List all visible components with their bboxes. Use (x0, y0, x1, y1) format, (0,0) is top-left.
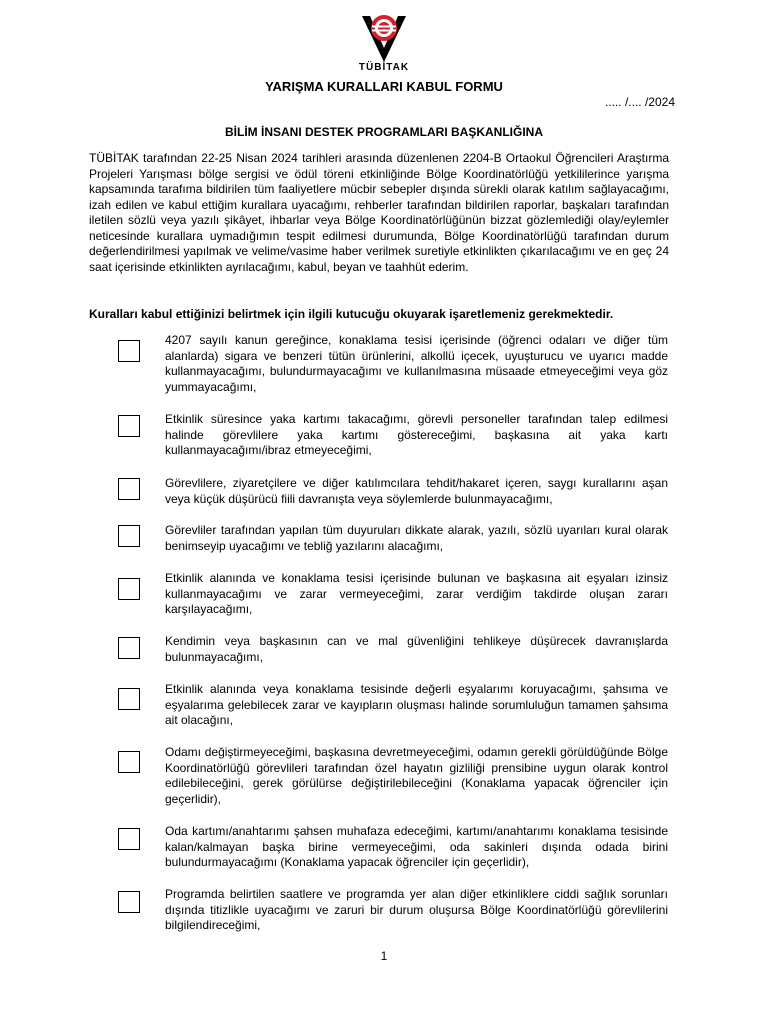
instruction-text: Kuralları kabul ettiğinizi belirtmek için ilgili kutucuğu okuyarak işaretlemeniz gerekmektedir. (89, 307, 614, 321)
intro-paragraph: TÜBİTAK tarafından 22-25 Nisan 2024 tarihleri arasında düzenlenen 2204-B Ortaokul Öğrencileri Araştırma Projeleri Yarışması bölge sergisi ve ödül töreni etkinliğinde Bölge Koordinatörlüğü yetkililerince yarışma kapsamında tarafıma bildirilen tüm faaliyetlere mücbir sebepler dışında sürekli olarak katılım sağlayacağımı, izah edilen ve kabul ettiğim kurallara uyacağımı, rehberler tarafından bildirilen raporlar, başkaları tarafından iletilen sözlü veya yazılı şikâyet, ihbarlar veya Bölge Koordinatörlüğünün bizzat gözlemlediği olay/eylemler neticesinde kurallara uymadığımın tespit edilmesi durumunda, Bölge Koordinatörlüğü tarafından durum değerlendirilmesi yapılmak ve velime/vasime haber verilmek suretiyle etkinlikten çıkarılacağımı ve en geç 24 saat içerisinde etkinlikten ayrılacağımı, kabul, beyan ve taahhüt ederim. (89, 151, 669, 274)
form-title: YARIŞMA KURALLARI KABUL FORMU (265, 79, 503, 94)
rule-text-3: Görevlilere, ziyaretçilere ve diğer katılımcılara tehdit/hakaret içeren, saygı kurallarını aşan veya küçük düşürücü fiili davranışta veya söylemlerde bulunmayacağımı, (165, 476, 668, 506)
checkbox-item-6[interactable] (118, 637, 140, 659)
rule-text-6: Kendimin veya başkasının can ve mal güvenliğini tehlikeye düşürecek davranışlarda bulunmayacağımı, (165, 634, 668, 664)
checkbox-item-4[interactable] (118, 525, 140, 547)
checkbox-item-2[interactable] (118, 415, 140, 437)
rule-text-9: Oda kartımı/anahtarımı şahsen muhafaza edeceğimi, kartımı/anahtarımı konaklama tesisinde kalan/kalmayan başka birine vermeyeceğimi, oda sakinleri dışında odada birini bulundurmayacağımı (Konaklama yapacak öğrenciler için geçerlidir), (165, 824, 668, 869)
rule-text-1: 4207 sayılı kanun gereğince, konaklama tesisi içerisinde (öğrenci odaları ve diğer tüm alanlarda) sigara ve benzeri tütün ürünlerini, alkollü içecek, uyuşturucu ve uyarıcı madde kullanmayacağımı, bulundurmayacağımı ve kullanılmasına müsaade etmeyeceğimi veya göz yummayacağımı, (165, 333, 668, 394)
rule-text-4: Görevliler tarafından yapılan tüm duyuruları dikkate alarak, yazılı, sözlü uyarıları kural olarak benimseyip uyacağımı ve tebliğ yazılarını alacağımı, (165, 523, 668, 553)
checkbox-item-1[interactable] (118, 340, 140, 362)
rule-text-7: Etkinlik alanında veya konaklama tesisinde değerli eşyalarımı koruyacağımı, şahsıma ve eşyalarıma gelebilecek zarar ve kayıpların oluşması halinde sorumluluğun tamamen şahsıma ait olacağını, (165, 682, 668, 727)
checkbox-item-7[interactable] (118, 688, 140, 710)
page-number: 1 (380, 949, 388, 963)
checkbox-item-9[interactable] (118, 828, 140, 850)
rule-text-5: Etkinlik alanında ve konaklama tesisi içerisinde bulunan ve başkasına ait eşyaları izinsiz kullanmayacağımı ve zarar vermeyeceğimi, zarar verdiğim takdirde oluşan zararı karşılayacağımı, (165, 571, 668, 616)
checkbox-item-5[interactable] (118, 578, 140, 600)
logo-text: TÜBİTAK (358, 62, 410, 73)
rule-text-10: Programda belirtilen saatlere ve programda yer alan diğer etkinliklere ciddi sağlık sorunları dışında titizlikle uyacağımı ve zaruri bir durum oluşursa Bölge Koordinatörlüğü görevlilerini bilgilendireceğimi, (165, 887, 668, 932)
rule-text-8: Odamı değiştirmeyeceğimi, başkasına devretmeyeceğimi, odamın gerekli görüldüğünde Bölge Koordinatörlüğü görevlileri tarafından özel hayatın gizliliği prensibine uygun olarak kontrol edilebileceğini, gerek görülürse değiştirilebileceğini (Konaklama yapacak öğrenciler için geçerlidir), (165, 745, 668, 806)
checkbox-item-8[interactable] (118, 751, 140, 773)
rule-text-2: Etkinlik süresince yaka kartımı takacağımı, görevli personeller tarafından talep edilmesi halinde görevlilere yaka kartımı göstereceğimi, başkasına ait yaka kartı kullanmayacağımı/ibraz etmeyeceğimi, (165, 412, 668, 457)
date-field: ..... /.... /2024 (604, 95, 675, 109)
checkbox-item-3[interactable] (118, 478, 140, 500)
recipient-heading: BİLİM İNSANI DESTEK PROGRAMLARI BAŞKANLIĞINA (225, 125, 543, 139)
checkbox-item-10[interactable] (118, 891, 140, 913)
